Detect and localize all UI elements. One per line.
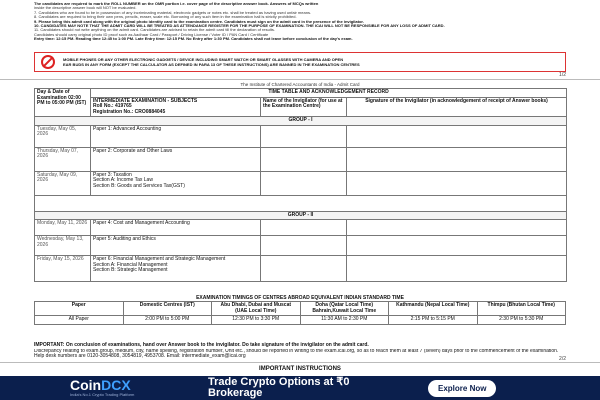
timings-header: Doha (Qatar Local Time) Bahrain,Kuwait Local Time [300, 302, 389, 316]
brand-suffix: DCX [101, 377, 131, 393]
col-exam-label: INTERMEDIATE EXAMINATION - SUBJECTS [93, 97, 198, 104]
instruction-line: 7. Candidates who are found to be in possession of any incriminating material, electronic gadgets or notes etc. shall be treated as having used unfair means. [34, 10, 312, 15]
instruction-line: Entry time: 12:15 PM. Reading time 12:45 to 1:00 PM. Late Entry time: 12:15 PM. No Entry after 1:30 PM. Candidates shall not leave before conclusion of the day's exam. [34, 37, 353, 42]
invigilator-name-cell [261, 125, 347, 147]
brand-prefix: Coin [70, 377, 102, 393]
instruction-line: 10. CANDIDATES MAY NOTE THAT THE ADMIT CARD WILL BE TREATED AS ATTENDANCE REGISTER FOR THE PURPOSE OF EXAMINATION. THE ICAI WILL NOT BE RESPONSIBLE FOR ANY LOSS OF ADMIT CARD. [34, 24, 445, 29]
col-invigilator-label: Name of the Invigilator (for use at the Examination Centre) [261, 97, 347, 117]
table-row [35, 147, 567, 171]
paper-name: Paper 6: Financial Management and Strategic Management Section A: Financial Management Section B: Strategic Management [91, 256, 261, 282]
warning-line: EAR BUDS IN ANY FORM (EXCEPT THE CALCULATOR AS DEFINED IN PARA 13 OF THESE INSTRUCTIONS) ARE BANNED IN THE EXAMINATION CENTRES [63, 62, 360, 67]
exam-date: Saturday, May 09, 2026 [35, 171, 91, 195]
paper-name: Paper 2: Corporate and Other Laws [91, 147, 261, 171]
ad-banner[interactable] [0, 376, 600, 400]
timings-header: Thimpu (Bhutan Local Time) [477, 302, 566, 316]
col-date-label: Day & Date of Examination 02:00 PM to 05:00 PM (IST) [35, 89, 91, 117]
timings-header: Domestic Centres (IST) [123, 302, 212, 316]
paper-name: Paper 1: Advanced Accounting [91, 125, 261, 147]
coindcx-logo [70, 379, 170, 397]
discrepancy-text: Discrepancy relating to exam.group, medium, city, name spelling, registration number, Unit etc., should be reported in writing to the exam.icai.org, so as to reach them at least 7 (seven) days prior to the commencement of the examination. Help desk numbers are 0120-3054808, 3054819, 4953708. Email: intermediate_exam@icai.org [34, 348, 559, 360]
table-row [35, 125, 567, 147]
exam-date: Thursday, May 07, 2026 [35, 147, 91, 171]
ad-headline: Trade Crypto Options at ₹0 Brokerage [208, 376, 350, 399]
important-note [34, 343, 566, 360]
instruction-line: 8. Candidates are required to bring their own pens, pencils, eraser, scale etc. Borrowing of any such item in the examination hall is strictly prohibited. [34, 15, 297, 20]
table-row [35, 220, 567, 236]
admit-card-org-line: The Institute of Chartered Accountants of India - Admit Card [240, 82, 360, 87]
timings-cell: 2:00 PM to 5:00 PM [123, 316, 212, 325]
exam-date: Friday, May 15, 2026 [35, 256, 91, 282]
instruction-line: The candidates are required to mark the ROLL NUMBER on the OMR portion i.e. cover page of the descriptive answer book. Answers of MCQs written [34, 2, 319, 6]
invigilator-name-cell [261, 256, 347, 282]
table-row [35, 256, 567, 282]
important-text: On conclusion of examinations, hand over Answer book to the invigilator. Do take signature of the invigilator on the admit card. [65, 342, 369, 348]
timings-cell: 11:30 AM to 2:30 PM [300, 316, 389, 325]
signature-cell [347, 236, 567, 256]
col-signature-label: Signature of the Invigilator (in acknowledgement of receipt of Answer books) [347, 97, 567, 117]
timings-cell: All Paper [35, 316, 124, 325]
table-header: TIME TABLE AND ACKNOWLEDGEMENT RECORD [91, 89, 567, 98]
admit-card-page-1-fragment [0, 0, 600, 80]
signature-cell [347, 125, 567, 147]
instruction-line: inside the descriptive answer book will NOT be evaluated. [34, 6, 137, 11]
timings-title: EXAMINATION TIMINGS OF CENTRES ABROAD EQUIVALENT INDIAN STANDARD TIME [196, 295, 404, 301]
page-number: 2/2 [559, 356, 566, 362]
table-row [35, 171, 567, 195]
banned-devices-warning [34, 52, 566, 72]
registration-number: Registration No.: CRO0884045 [93, 108, 166, 115]
time-table [34, 88, 567, 282]
prohibited-icon [41, 55, 55, 69]
instruction-line: 9. Please bring this admit card along with the original photo identity card to the examination centre. Candidates must sign on the admit card in the presence of the invigilator. [34, 19, 364, 24]
roll-number: Roll No.: 419765 [93, 103, 132, 109]
paper-name: Paper 5: Auditing and Ethics [91, 236, 261, 256]
table-row [35, 236, 567, 256]
timings-header: Paper [35, 302, 124, 316]
paper-name: Paper 4: Cost and Management Accounting [91, 220, 261, 236]
table-row [35, 316, 566, 325]
page-number: 1/2 [559, 72, 566, 78]
invigilator-name-cell [261, 147, 347, 171]
brand-tagline: India's No.1 Crypto Trading Platform [70, 392, 135, 397]
instruction-line: Candidates should carry original photo ID proof such as Aadhaar Card / Passport / Driving License / Voter ID / PAN Card / Certificate [34, 32, 269, 37]
timings-header: Kathmandu (Nepal Local Time) [389, 302, 478, 316]
timings-cell: 12:30 PM to 3:30 PM [212, 316, 301, 325]
instruction-lines [0, 0, 600, 42]
important-instructions-heading: IMPORTANT INSTRUCTIONS [259, 366, 341, 372]
signature-cell [347, 220, 567, 236]
exam-date: Tuesday, May 05, 2026 [35, 125, 91, 147]
exam-date: Monday, May 11, 2026 [35, 220, 91, 236]
exam-date: Wednesday, May 13, 2026 [35, 236, 91, 256]
important-label: IMPORTANT: [34, 342, 65, 348]
timings-table [34, 301, 566, 325]
timings-cell: 2:30 PM to 5:30 PM [477, 316, 566, 325]
signature-cell [347, 147, 567, 171]
warning-line: MOBILE PHONES OR ANY OTHER ELECTRONIC GADGETS / DEVICE INCLUDING SMART WATCH OR SMART GLASSES WITH CAMERA AND OPEN [63, 57, 344, 62]
invigilator-name-cell [261, 171, 347, 195]
group-spacer [35, 195, 567, 211]
invigilator-name-cell [261, 220, 347, 236]
paper-name: Paper 3: Taxation Section A: Income Tax Law Section B: Goods and Services Tax(GST) [91, 171, 261, 195]
signature-cell [347, 171, 567, 195]
instruction-line: 11. Candidates should not write anything on the admit card. Candidates are advised to retain the admit card till the declaration of results. [34, 28, 275, 33]
group-2-label: GROUP - II [35, 211, 567, 220]
timings-header: Abu Dhabi, Dubai and Muscat (UAE Local Time) [212, 302, 301, 316]
invigilator-name-cell [261, 236, 347, 256]
exam-id-cell [91, 97, 261, 117]
signature-cell [347, 256, 567, 282]
explore-now-button[interactable]: Explore Now [428, 380, 496, 397]
timings-cell: 2:15 PM to 5:15 PM [389, 316, 478, 325]
group-1-label: GROUP - I [35, 117, 567, 126]
